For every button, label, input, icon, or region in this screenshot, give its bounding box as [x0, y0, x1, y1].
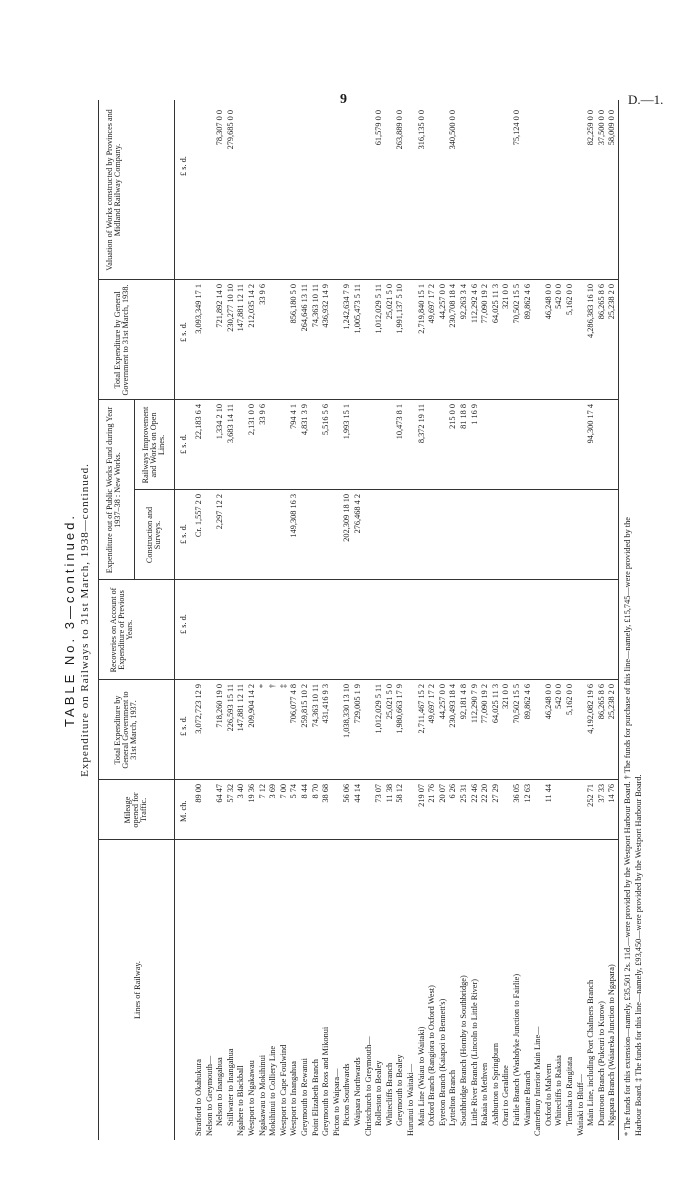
- cell-mileage: 57 32: [225, 784, 235, 803]
- railway-line-name: Rolleston to Bealey: [374, 1060, 384, 1126]
- railway-line-name: Westport to Ngakawau: [247, 1060, 256, 1136]
- cell-t37: 25,021 5 0: [384, 684, 394, 720]
- cell-con: 149,308 16 3: [289, 494, 299, 538]
- cell-t38: 25,238 2 0: [607, 284, 617, 320]
- unit-total-1938: £ s. d.: [179, 322, 188, 342]
- cell-t37: 112,290 7 9: [469, 684, 479, 724]
- unit-mileage: M. ch.: [179, 800, 188, 822]
- railway-line-name: Point Elizabeth Branch: [310, 1059, 320, 1136]
- cell-mileage: 89 00: [194, 784, 203, 803]
- railway-line-name: Main Line, including Port Chalmers Branch: [586, 979, 596, 1126]
- railway-line-name: Nelson to Inangahua: [215, 1057, 225, 1126]
- cell-t38: 1,242,634 7 9: [342, 284, 352, 330]
- footnote-line-1: * The funds for this extension—namely, £35,501 2s. 11d.—were provided by the Westport Harbour Board. † The funds for purchase of this line—namely, £15,745—were provided by the: [623, 517, 632, 1136]
- cell-t38: 70,502 15 5: [512, 284, 521, 324]
- cell-t37: 46,248 0 0: [543, 684, 553, 720]
- cell-t37: 3,072,723 12 9: [194, 684, 203, 734]
- cell-mileage: 22 20: [480, 784, 490, 803]
- railway-line-name: Main Line (Waiau to Waitaki): [416, 1026, 426, 1126]
- cell-t38: 721,892 14 0: [215, 284, 225, 328]
- cell-t37: 209,904 14 2: [247, 684, 256, 728]
- cell-t37: 729,005 1 9: [353, 684, 362, 724]
- header-pwf-group: Expenditure out of Public Works Fund during Year 1937–38 : New Works.: [105, 406, 123, 574]
- cell-t37: 86,265 8 6: [596, 684, 606, 720]
- cell-val: 75,124 0 0: [512, 110, 521, 146]
- cell-mileage: 37 33: [596, 784, 606, 803]
- cell-mileage: 20 07: [437, 784, 447, 803]
- cell-t38: 89,862 4 6: [522, 284, 532, 320]
- cell-mileage: 7 00: [278, 784, 288, 799]
- header-valuation: Valuation of Works constructed by Provinces and Midland Railway Company.: [105, 109, 123, 271]
- cell-t38: 4,286,383 16 10: [586, 284, 596, 338]
- cell-mileage: 219 07: [416, 784, 426, 807]
- cell-mileage: 44 14: [353, 784, 362, 803]
- cell-t38: 112,292 4 6: [469, 284, 479, 324]
- cell-mileage: 19 36: [247, 784, 256, 803]
- railway-line-name: Nelson to Greymouth—: [204, 1055, 214, 1136]
- cell-val: 82,259 0 0: [586, 110, 596, 146]
- header-mileage: Mileage opened for Traffic.: [123, 792, 149, 828]
- railway-line-name: Waimate Branch: [522, 1070, 532, 1126]
- railway-line-name: Canterbury Interior Main Line—: [533, 1026, 543, 1136]
- railway-line-name: Hurunui to Waitaki—: [406, 1064, 415, 1136]
- cell-t37: 64,025 11 3: [490, 684, 500, 724]
- cell-t37: 147,881 12 11: [236, 684, 246, 732]
- unit-recoveries: £ s. d.: [179, 614, 188, 634]
- cell-t37: 25,238 2 0: [607, 684, 617, 720]
- cell-mileage: 25 31: [459, 784, 468, 803]
- cell-t37: 321 0 0: [501, 684, 511, 709]
- header-construction: Construction and Surveys.: [145, 506, 163, 564]
- cell-imp: 1,993 15 1: [342, 404, 352, 440]
- header-total-1938: Total Expenditure by General Government to 31st March, 1938.: [113, 284, 131, 396]
- railway-line-name: Whitecliffs to Rakaia: [554, 1055, 564, 1126]
- cell-t37: 718,260 19 0: [215, 684, 225, 728]
- cell-imp: 3,683 14 11: [225, 404, 235, 444]
- cell-t38: 25,021 5 0: [384, 284, 394, 320]
- cell-t38: 77,090 19 2: [480, 284, 490, 324]
- cell-val: 61,579 0 0: [374, 110, 384, 146]
- railway-line-name: Oxford Branch (Rangiora to Oxford West): [427, 985, 437, 1126]
- cell-mileage: 7 12: [257, 784, 267, 799]
- railway-line-name: Greymouth to Rewanui: [300, 1058, 309, 1136]
- unit-total-1937: £ s. d.: [179, 716, 188, 736]
- cell-t37: 1,012,029 5 11: [374, 684, 384, 734]
- cell-t38: 2,719,840 15 1: [416, 284, 426, 334]
- cell-t38: 212,035 14 2: [247, 284, 256, 328]
- cell-t37: 2,711,467 15 2: [416, 684, 426, 734]
- cell-con: 2,297 12 2: [215, 494, 225, 530]
- cell-t38: 1,991,137 5 10: [395, 284, 405, 334]
- cell-t38: 1,012,029 5 11: [374, 284, 384, 334]
- cell-t37: 5,162 0 0: [565, 684, 574, 716]
- railway-line-name: Lyttelton Branch: [448, 1070, 458, 1126]
- cell-mileage: 12 63: [522, 784, 532, 803]
- cell-t38: 230,277 10 10: [225, 284, 235, 332]
- cell-mileage: 58 12: [395, 784, 405, 803]
- cell-t38: 147,881 12 11: [236, 284, 246, 332]
- railway-line-name: Eyreton Branch (Kaiapoi to Bennett's): [437, 998, 447, 1126]
- cell-con: 276,468 4 2: [353, 494, 362, 534]
- unit-construction: £ s. d.: [179, 524, 188, 544]
- cell-mileage: 3 69: [268, 784, 278, 799]
- railway-line-name: Rakaia to Methven: [480, 1062, 490, 1126]
- table-row: [605, 100, 618, 1140]
- rotated-table-sheet: [62, 100, 642, 1140]
- railway-line-name: Waitaki to Bluff—: [575, 1074, 585, 1136]
- cell-t38: 49,697 17 2: [427, 284, 437, 324]
- header-top-rule: [98, 100, 99, 1140]
- units-row: [177, 100, 190, 1140]
- cell-t37: 226,593 15 11: [225, 684, 235, 732]
- cell-t38: 33 9 6: [257, 284, 267, 305]
- cell-mileage: 36 05: [512, 784, 521, 803]
- cell-mileage: 22 46: [469, 784, 479, 803]
- railway-line-name: Ngakawau to Mokihinui: [257, 1054, 267, 1136]
- railway-line-name: Southbridge Branch (Hornby to Southbridge): [459, 975, 468, 1126]
- cell-imp: 94,300 17 4: [586, 404, 596, 444]
- cell-mileage: 38 68: [321, 784, 331, 803]
- cell-imp: 81 18 8: [459, 404, 468, 429]
- cell-t37: *: [257, 684, 267, 689]
- cell-con: 202,309 18 10: [342, 494, 352, 542]
- page-number: 9: [340, 92, 347, 107]
- cell-mileage: 14 76: [607, 784, 617, 803]
- railway-line-name: Ngahere to Blackball: [236, 1065, 246, 1136]
- cell-t38: 321 0 0: [501, 284, 511, 309]
- cell-imp: 794 4 1: [289, 404, 299, 429]
- cell-mileage: 6 26: [448, 784, 458, 799]
- cell-mileage: 8 44: [300, 784, 309, 799]
- cell-t37: 230,493 18 4: [448, 684, 458, 728]
- railway-line-name: Duntroon Branch (Pukeuri to Kurow): [596, 1001, 606, 1126]
- cell-val: 37,500 0 0: [596, 110, 606, 146]
- cell-t38: 230,708 18 4: [448, 284, 458, 328]
- cell-t38: 5,162 0 0: [565, 284, 574, 316]
- cell-imp: 33 9 6: [257, 404, 267, 425]
- cell-t38: 74,363 10 11: [310, 284, 320, 328]
- cell-t37: 1,038,330 13 10: [342, 684, 352, 738]
- railway-line-name: Oxford to Malvern: [543, 1063, 553, 1126]
- railway-line-name: Picton to Waipara—: [331, 1068, 341, 1136]
- cell-mileage: 21 76: [427, 784, 437, 803]
- header-recoveries: Recoveries on Account of Expenditure of Previous Years.: [109, 587, 135, 673]
- cell-mileage: 252 71: [586, 784, 596, 807]
- cell-t37: †: [268, 684, 278, 689]
- cell-t38: 436,932 14 9: [321, 284, 331, 328]
- railway-line-name: Ashburton to Springburn: [490, 1043, 500, 1126]
- railway-line-name: Stillwater to Inangahua: [225, 1048, 235, 1126]
- table-subtitle: Expenditure on Railways to 31st March, 1938—continued.: [79, 463, 91, 777]
- cell-t38: 86,265 8 6: [596, 284, 606, 320]
- railway-line-name: Westport to Inangahua: [289, 1061, 299, 1136]
- pwf-group-rule: [134, 400, 135, 580]
- railway-line-name: Whitecliffs Branch: [384, 1062, 394, 1126]
- cell-imp: 22,183 6 4: [194, 404, 203, 440]
- cell-t38: 1,005,473 5 11: [353, 284, 362, 334]
- cell-mileage: 73 07: [374, 784, 384, 803]
- cell-val: 78,307 0 0: [215, 110, 225, 146]
- cell-con: Cr. 1,557 2 0: [194, 494, 203, 538]
- header-total-1937: Total Expenditure by General Government to 31st March, 1937.: [113, 691, 139, 769]
- cell-t38: 542 0 0: [554, 284, 564, 309]
- railway-line-name: Stratford to Okahukura: [194, 1059, 203, 1136]
- railway-line-name: Greymouth to Bealey: [395, 1054, 405, 1126]
- railway-line-name: Christchurch to Greymouth—: [363, 1036, 373, 1136]
- cell-t37: 706,077 4 8: [289, 684, 299, 724]
- cell-mileage: 3 40: [236, 784, 246, 799]
- railway-line-name: Mokihinui to Colliery Line: [268, 1045, 278, 1136]
- cell-t37: 44,257 0 0: [437, 684, 447, 720]
- cell-imp: 215 0 0: [448, 404, 458, 429]
- header-bottom-rule: [174, 100, 175, 1140]
- cell-t37: 431,416 9 3: [321, 684, 331, 724]
- railway-line-name: Orari to Geraldine: [501, 1065, 511, 1126]
- cell-val: 58,009 0 0: [607, 110, 617, 146]
- railway-line-name: Fairlie Branch (Washdyke Junction to Fairlie): [512, 973, 521, 1126]
- unit-improvement: £ s. d.: [179, 434, 188, 454]
- cell-t37: 4,192,082 19 6: [586, 684, 596, 734]
- cell-imp: 8,372 19 11: [416, 404, 426, 444]
- cell-t37: 92,181 4 8: [459, 684, 468, 720]
- header-improvement: Railways Improvement and Works on Open Lines.: [141, 406, 167, 484]
- cell-t38: 64,025 11 3: [490, 284, 500, 324]
- cell-mileage: 64 47: [215, 784, 225, 803]
- cell-t38: 3,093,349 17 1: [194, 284, 203, 334]
- cell-mileage: 5 74: [289, 784, 299, 799]
- footnote-line-2: Harbour Board. ‡ The funds for this line—namely, £93,450—were provided by the Westport Harbour Board.: [634, 774, 643, 1136]
- cell-imp: 1,334 2 10: [215, 404, 225, 440]
- cell-val: 263,889 0 0: [395, 110, 405, 150]
- table-title: TABLE No. 3—continued.: [62, 513, 77, 727]
- cell-t38: 92,263 3 4: [459, 284, 468, 320]
- cell-t37: 70,502 15 5: [512, 684, 521, 724]
- cell-mileage: 11 38: [384, 784, 394, 803]
- cell-imp: 5,516 5 6: [321, 404, 331, 436]
- railway-line-name: Little River Branch (Lincoln to Little River): [469, 979, 479, 1126]
- cell-t38: 856,180 5 0: [289, 284, 299, 324]
- cell-imp: 4,831 3 9: [300, 404, 309, 436]
- cell-t37: 77,090 19 2: [480, 684, 490, 724]
- railway-line-name: Temuka to Rangitata: [565, 1056, 574, 1126]
- unit-valuation: £ s. d.: [179, 156, 188, 176]
- cell-imp: 10,473 8 1: [395, 404, 405, 440]
- railway-line-name: Westport to Cape Foulwind: [278, 1044, 288, 1136]
- cell-val: 279,685 0 0: [225, 110, 235, 150]
- cell-t37: 542 0 0: [554, 684, 564, 709]
- railway-line-name: Picton Southwards: [342, 1063, 352, 1126]
- header-lines: Lines of Railway.: [133, 961, 142, 1019]
- cell-t38: 264,646 13 11: [300, 284, 309, 332]
- cell-mileage: 8 70: [310, 784, 320, 799]
- cell-t37: 1,980,663 17 9: [395, 684, 405, 734]
- railway-line-name: Greymouth to Ross and Mikonui: [321, 1026, 331, 1136]
- page-reference: D.—1.: [628, 92, 664, 107]
- cell-imp: 1 16 9: [469, 404, 479, 425]
- cell-t37: 89,862 4 6: [522, 684, 532, 720]
- railway-line-name: Ngapara Branch (Waiareka Junction to Ngapara): [607, 964, 617, 1126]
- cell-mileage: 27 29: [490, 784, 500, 803]
- cell-t38: 44,257 0 0: [437, 284, 447, 320]
- cell-t37: 259,815 10 2: [300, 684, 309, 728]
- cell-mileage: 56 06: [342, 784, 352, 803]
- cell-t37: 74,363 10 11: [310, 684, 320, 728]
- cell-val: 316,135 0 0: [416, 110, 426, 150]
- cell-mileage: 11 44: [543, 784, 553, 803]
- cell-t38: 46,248 0 0: [543, 284, 553, 320]
- railway-line-name: Waipara Northwards: [353, 1057, 362, 1126]
- cell-t37: 49,697 17 2: [427, 684, 437, 724]
- cell-val: 340,500 0 0: [448, 110, 458, 150]
- cell-t37: ‡: [278, 684, 288, 689]
- cell-imp: 2,131 0 0: [247, 404, 256, 436]
